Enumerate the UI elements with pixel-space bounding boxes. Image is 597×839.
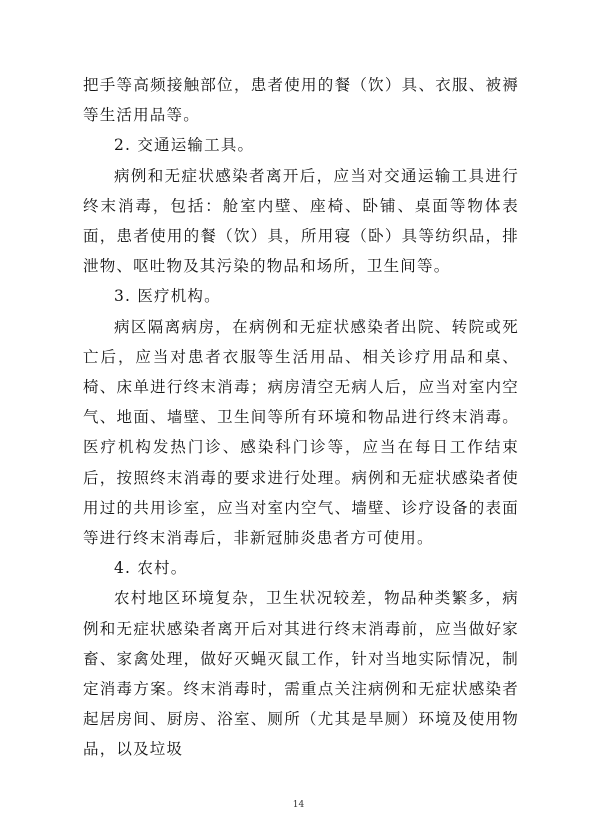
document-body xyxy=(83,70,519,765)
paragraph-continuation: 把手等高频接触部位，患者使用的餐（饮）具、衣服、被褥等生活用品等。 xyxy=(83,76,519,125)
paragraph-transport: 病例和无症状感染者离开后，应当对交通运输工具进行终末消毒，包括：舱室内壁、座椅、卧铺、桌面等物体表面，患者使用的餐（饮）具，所用寝（卧）具等纺织品，排泄物、呕吐物及其污染的物品和场所，卫生间等。 xyxy=(83,166,519,276)
page-number: 14 xyxy=(292,800,305,810)
paragraph-rural: 农村地区环境复杂，卫生状况较差，物品种类繁多，病例和无症状感染者离开后对其进行终末消毒前，应当做好家畜、家禽处理，做好灭蝇灭鼠工作，针对当地实际情况，制定消毒方案。终末消毒时，需重点关注病例和无症状感染者起居房间、厨房、浴室、厕所（尤其是旱厕）环境及使用物品，以及垃圾 xyxy=(83,589,519,759)
section-heading-transport: 2. 交通运输工具。 xyxy=(114,136,255,155)
section-heading-medical: 3. 医疗机构。 xyxy=(114,287,221,306)
paragraph-medical: 病区隔离病房，在病例和无症状感染者出院、转院或死亡后，应当对患者衣服等生活用品、相关诊疗用品和桌、椅、床单进行终末消毒；病房清空无病人后，应当对室内空气、地面、墙壁、卫生间等所有环境和物品进行终末消毒。医疗机构发热门诊、感染科门诊等，应当在每日工作结束后，按照终末消毒的要求进行处理。病例和无症状感染者使用过的共用诊室，应当对室内空气、墙壁、诊疗设备的表面等进行终末消毒后，非新冠肺炎患者方可使用。 xyxy=(83,317,519,548)
section-heading-rural: 4. 农村。 xyxy=(114,559,188,578)
